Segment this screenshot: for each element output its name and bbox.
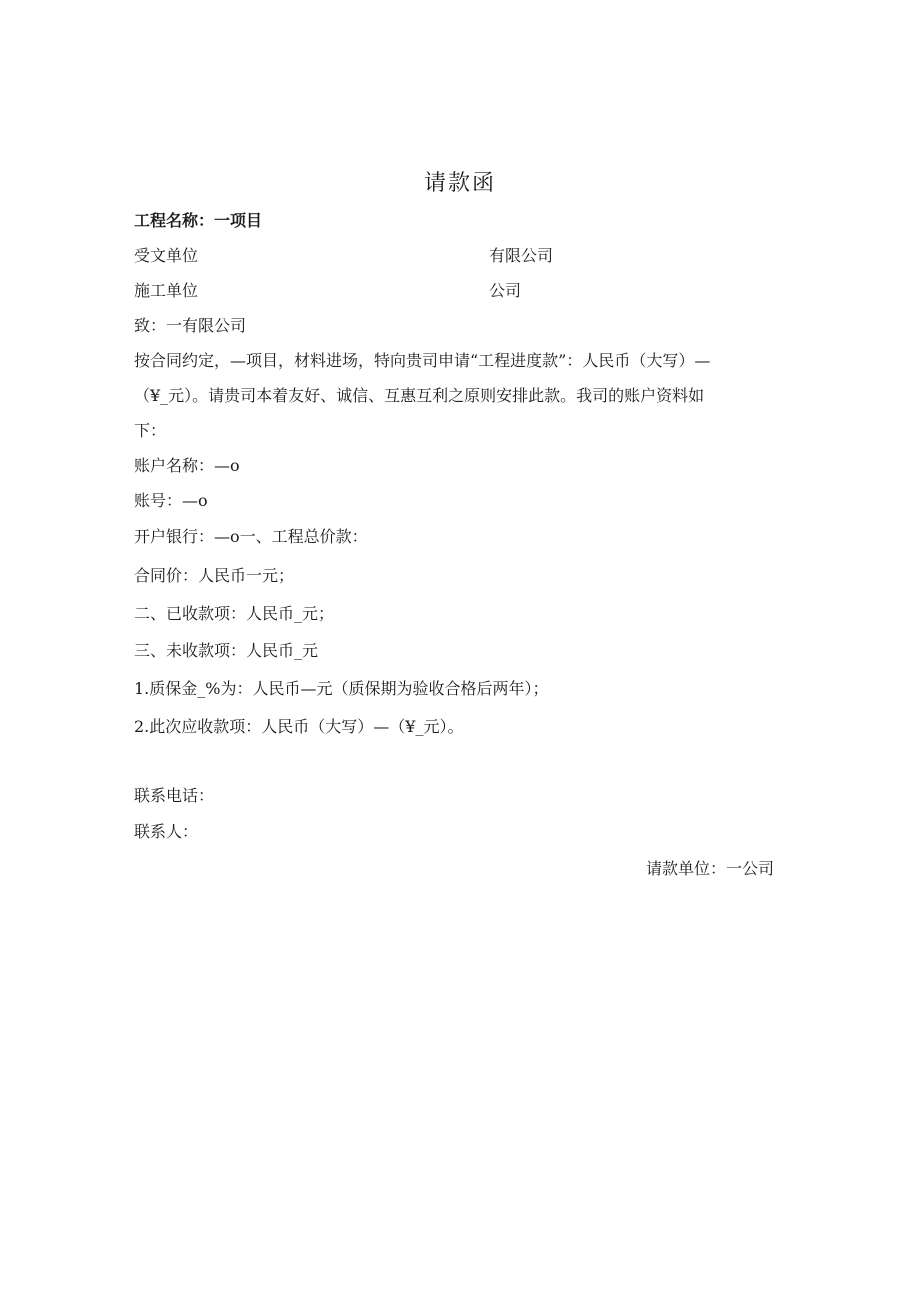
recipient-label: 受文单位 (134, 246, 199, 265)
project-name: 工程名称：一项目 (134, 211, 263, 230)
account-bank: 开户银行：—o一、工程总价款： (134, 527, 368, 546)
to-line: 致：一有限公司 (134, 316, 247, 335)
contact-person: 联系人： (134, 822, 199, 841)
contractor-value: 公司 (489, 281, 522, 300)
unreceived-amount: 三、未收款项：人民币_元 (134, 641, 319, 660)
contract-price: 合同价：人民币一元； (134, 566, 295, 585)
retention-amount: 1.质保金_%为：人民币—元（质保期为验收合格后两年）； (134, 679, 549, 698)
page-title: 请款函 (423, 171, 496, 196)
received-amount: 二、已收款项：人民币_元； (134, 604, 335, 623)
account-name: 账户名称：—o (134, 456, 240, 475)
applicant-unit: 请款单位：一公司 (645, 859, 774, 878)
contact-phone: 联系电话： (134, 786, 215, 805)
due-now-amount: 2.此次应收款项：人民币（大写）—（¥_元）。 (134, 717, 464, 736)
recipient-value: 有限公司 (489, 246, 554, 265)
account-number: 账号：—o (134, 491, 208, 510)
contractor-label: 施工单位 (134, 281, 199, 300)
body-line-3: 下： (134, 421, 167, 440)
body-line-1: 按合同约定，—项目，材料进场，特向贵司申请“工程进度款”：人民币（大写）— (134, 351, 711, 370)
body-line-2: （¥_元）。请贵司本着友好、诚信、互惠互利之原则安排此款。我司的账户资料如 (134, 386, 705, 405)
